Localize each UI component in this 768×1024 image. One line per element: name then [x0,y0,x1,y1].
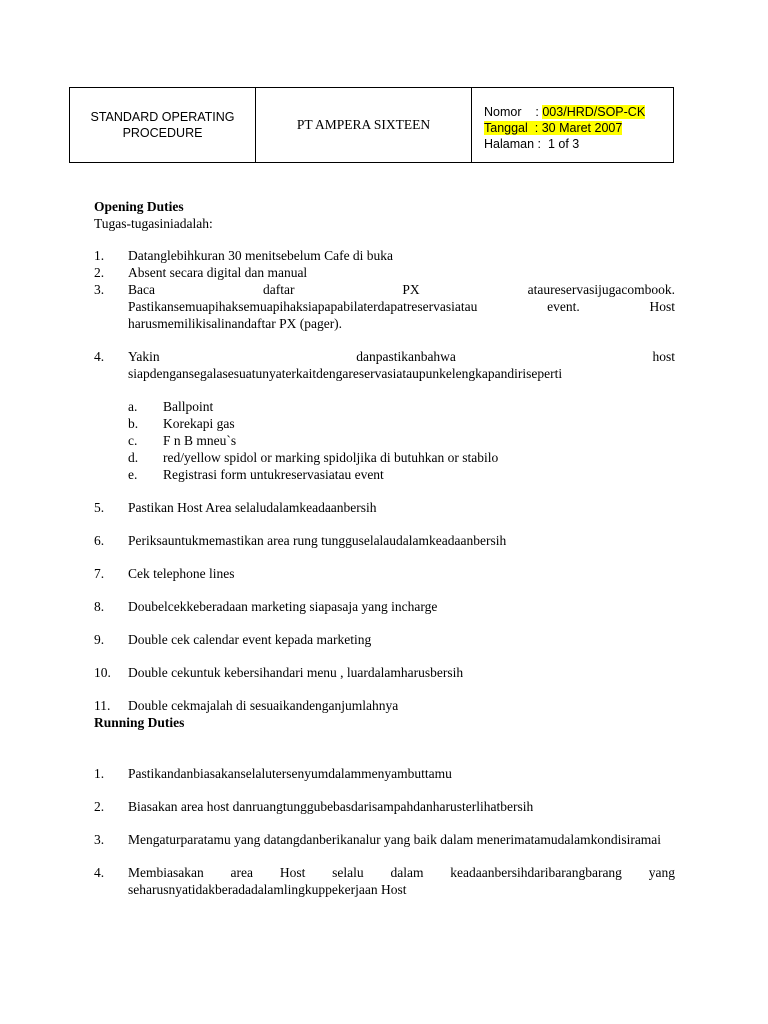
item-number: 11. [94,698,111,713]
item-text: Baca daftar PX ataureservasijugacombook. Pastikansemuapihaksemuapihaksiapapabilaterdapatreservasiatau event. Host harusmemilikisalinandaftar PX (pager). [128,282,675,331]
sublist-text: Ballpoint [163,399,214,414]
tanggal-value: 30 Maret 2007 [541,121,623,135]
list-item [94,631,675,648]
item-text: Membiasakan area Host selalu dalam keadaanbersihdaribarangbarang yang seharusnyatidakberadadalamlingkuppekerjaan Host [128,865,675,897]
opening-intro: Tugas-tugasiniadalah: [94,216,213,231]
item-text: Periksauntukmemastikan area rung tungguselalaudalamkeadaanbersih [128,533,507,548]
tanggal-row [484,120,673,136]
document-type-line2: PROCEDURE [122,126,203,140]
item-text: Cek telephone lines [128,566,235,581]
item-number: 6. [94,533,105,548]
item-number: 1. [94,766,105,781]
document-type-line1: STANDARD OPERATING [90,110,235,124]
sublist-letter: b. [128,416,139,431]
company-name: PT AMPERA SIXTEEN [296,117,431,132]
item-text: Yakin danpastikanbahwa host siapdengansegalasesuatunyaterkaitdengareservasiataupunkelengkapandiriseperti [128,349,675,381]
item-number: 8. [94,599,105,614]
list-item [94,831,675,848]
list-item [94,598,675,615]
item-text: Double cekuntuk kebersihandari menu , luardalamharusbersih [128,665,464,680]
item-number: 5. [94,500,105,515]
item-number: 2. [94,799,105,814]
item-number: 3. [94,832,105,847]
sublist-item [128,466,675,483]
item-text: Datanglebihkuran 30 menitsebelum Cafe di buka [128,248,394,263]
document-header-table [69,87,674,163]
sublist-letter: d. [128,450,139,465]
list-item [94,264,675,281]
list-item [94,864,675,898]
item-number: 4. [94,349,105,364]
item-text: Mengaturparatamu yang datangdanberikanalur yang baik dalam menerimatamudalamkondisiramai [128,832,662,847]
halaman-row [484,136,673,152]
list-item [94,798,675,815]
sublist-text: red/yellow spidol or marking spidoljika di butuhkan or stabilo [163,450,499,465]
halaman-label: Halaman : [484,137,541,151]
company-name-cell [256,88,472,162]
list-item [94,281,675,332]
tanggal-label: Tanggal : [484,121,539,135]
item-number: 3. [94,282,105,297]
item-text: Double cekmajalah di sesuaikandenganjumlahnya [128,698,399,713]
document-meta-cell [472,88,673,162]
sublist-item [128,432,675,449]
sublist-item [128,398,675,415]
document-type-cell [70,88,256,162]
list-item [94,565,675,582]
item-number: 10. [94,665,111,680]
item-number: 4. [94,865,105,880]
item-text: Pastikan Host Area selaludalamkeadaanbersih [128,500,377,515]
nomor-label: Nomor : [484,105,539,119]
item-text: Pastikandanbiasakanselalutersenyumdalammenyambuttamu [128,766,452,781]
list-item [94,499,675,516]
sublist-text: Registrasi form untukreservasiatau event [163,467,384,482]
item-number: 2. [94,265,105,280]
running-duties-heading: Running Duties [94,715,185,730]
sublist-item [128,415,675,432]
halaman-value: 1 of 3 [547,137,580,151]
list-item [94,532,675,549]
item-text: Double cek calendar event kepada marketing [128,632,372,647]
item-number: 7. [94,566,105,581]
sublist-letter: c. [128,433,138,448]
sublist-letter: e. [128,467,138,482]
item-number: 9. [94,632,105,647]
sublist-letter: a. [128,399,138,414]
list-item [94,664,675,681]
item-text: Biasakan area host danruangtunggubebasdarisampahdanharusterlihatbersih [128,799,534,814]
sublist-item [128,449,675,466]
nomor-row [484,104,673,120]
nomor-value: 003/HRD/SOP-CK [542,105,646,119]
item-number: 1. [94,248,105,263]
sublist-text: F n B mneu`s [163,433,237,448]
list-item [94,765,675,782]
document-body [94,198,675,898]
equipment-sublist [128,398,675,483]
list-item [94,697,675,714]
sublist-text: Korekapi gas [163,416,235,431]
item-text: Absent secara digital dan manual [128,265,308,280]
list-item [94,247,675,264]
item-text: Doubelcekkeberadaan marketing siapasaja yang incharge [128,599,438,614]
opening-duties-heading: Opening Duties [94,199,184,214]
list-item [94,348,675,382]
